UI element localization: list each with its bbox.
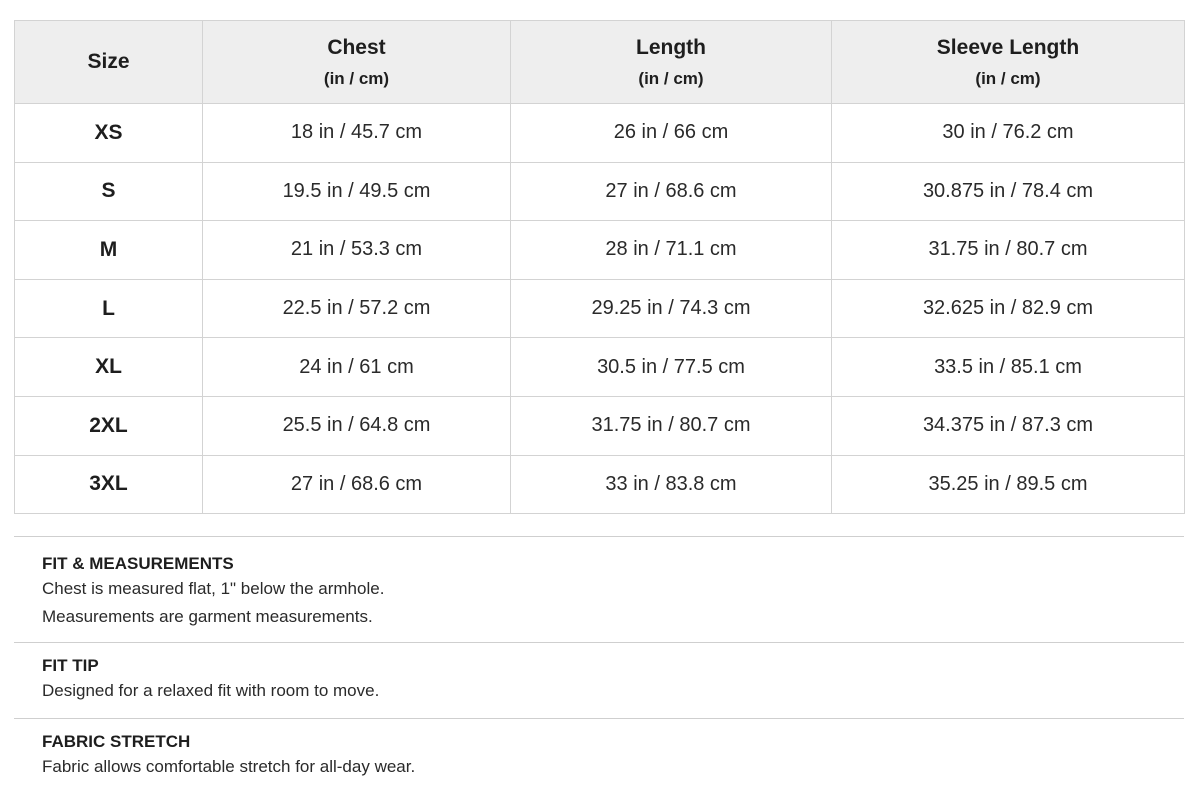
header-length xyxy=(511,21,832,104)
length-cell: 26 in / 66 cm xyxy=(511,104,832,163)
note-title: FABRIC STRETCH xyxy=(42,732,191,751)
table-header-row xyxy=(15,21,1185,104)
sleeve-length-cell: 30.875 in / 78.4 cm xyxy=(832,162,1185,221)
sleeve-length-cell: 32.625 in / 82.9 cm xyxy=(832,279,1185,338)
size-cell: 3XL xyxy=(15,455,203,514)
size-cell: XL xyxy=(15,338,203,397)
note-text: Designed for a relaxed fit with room to move. xyxy=(42,681,380,700)
sleeve-length-cell: 34.375 in / 87.3 cm xyxy=(832,396,1185,455)
sleeve-length-cell: 30 in / 76.2 cm xyxy=(832,104,1185,163)
size-chart-table xyxy=(14,20,1185,514)
chest-cell: 18 in / 45.7 cm xyxy=(203,104,511,163)
header-chest xyxy=(203,21,511,104)
length-cell: 33 in / 83.8 cm xyxy=(511,455,832,514)
table-row xyxy=(15,455,1185,514)
header-length-unit: (in / cm) xyxy=(638,68,704,88)
size-cell: S xyxy=(15,162,203,221)
length-cell: 30.5 in / 77.5 cm xyxy=(511,338,832,397)
size-cell: L xyxy=(15,279,203,338)
length-cell: 28 in / 71.1 cm xyxy=(511,221,832,280)
chest-cell: 22.5 in / 57.2 cm xyxy=(203,279,511,338)
table-row xyxy=(15,104,1185,163)
header-chest-label: Chest xyxy=(327,35,386,59)
table-row xyxy=(15,338,1185,397)
table-row xyxy=(15,162,1185,221)
note-fit-measurements xyxy=(14,536,1184,642)
size-cell: XS xyxy=(15,104,203,163)
note-fit-tip xyxy=(14,642,1184,718)
note-title: FIT TIP xyxy=(42,656,99,675)
header-sleeve-length xyxy=(832,21,1185,104)
chest-cell: 27 in / 68.6 cm xyxy=(203,455,511,514)
sleeve-length-cell: 35.25 in / 89.5 cm xyxy=(832,455,1185,514)
size-cell: 2XL xyxy=(15,396,203,455)
note-fabric-stretch xyxy=(14,718,1184,788)
chest-cell: 25.5 in / 64.8 cm xyxy=(203,396,511,455)
length-cell: 27 in / 68.6 cm xyxy=(511,162,832,221)
header-chest-unit: (in / cm) xyxy=(323,68,390,88)
note-text: Measurements are garment measurements. xyxy=(42,607,373,626)
sleeve-length-cell: 33.5 in / 85.1 cm xyxy=(832,338,1185,397)
chest-cell: 19.5 in / 49.5 cm xyxy=(203,162,511,221)
header-size-label: Size xyxy=(87,50,130,73)
length-cell: 31.75 in / 80.7 cm xyxy=(511,396,832,455)
note-text: Fabric allows comfortable stretch for all-day wear. xyxy=(42,757,416,776)
header-length-label: Length xyxy=(636,35,706,59)
size-cell: M xyxy=(15,221,203,280)
table-row xyxy=(15,279,1185,338)
length-cell: 29.25 in / 74.3 cm xyxy=(511,279,832,338)
note-text: Chest is measured flat, 1" below the armhole. xyxy=(42,579,385,598)
header-size xyxy=(15,21,203,104)
chest-cell: 21 in / 53.3 cm xyxy=(203,221,511,280)
note-title: FIT & MEASUREMENTS xyxy=(42,554,234,573)
table-row xyxy=(15,221,1185,280)
header-sleeve-length-unit: (in / cm) xyxy=(975,68,1041,88)
header-sleeve-length-label: Sleeve Length xyxy=(936,35,1080,59)
notes-section xyxy=(14,536,1184,788)
sleeve-length-cell: 31.75 in / 80.7 cm xyxy=(832,221,1185,280)
chest-cell: 24 in / 61 cm xyxy=(203,338,511,397)
table-row xyxy=(15,396,1185,455)
